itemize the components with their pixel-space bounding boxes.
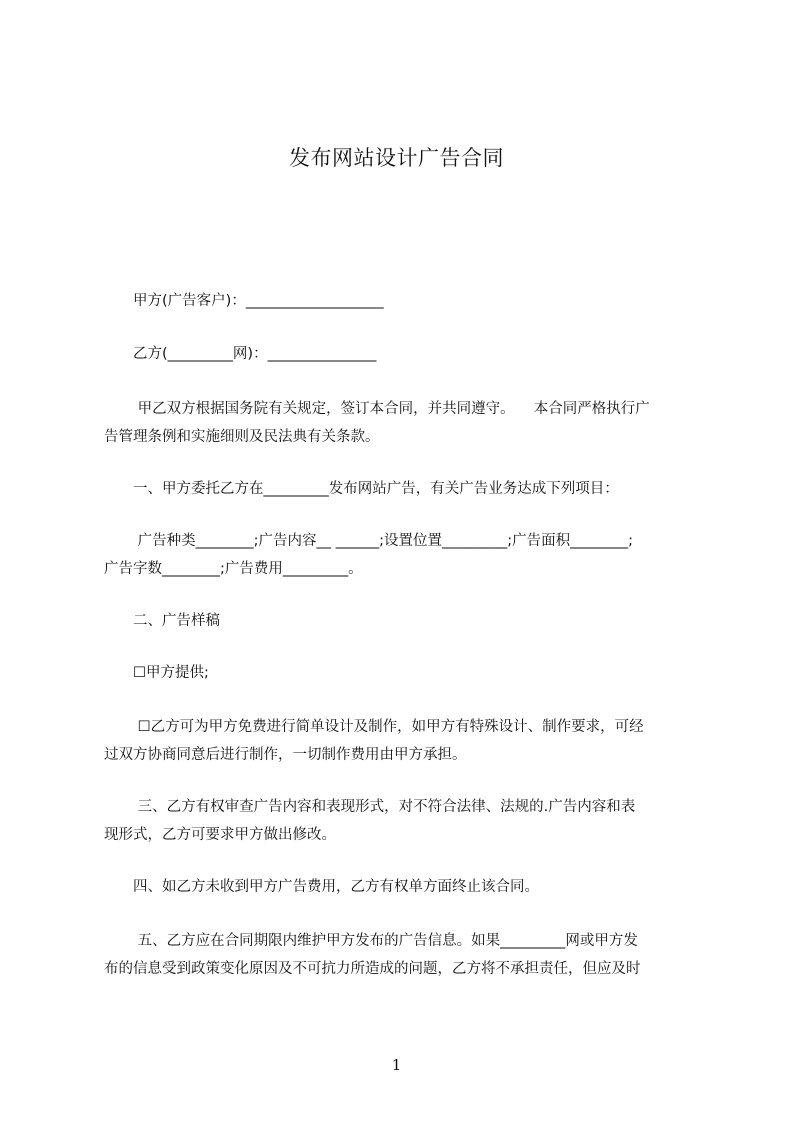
ad-items-line-1: 广告种类________;广告内容__ ______;设置位置_________;广告面积________; <box>104 533 634 549</box>
clause-2-heading: 二、广告样稿 <box>104 613 220 629</box>
ad-items-line-2: 广告字数________;广告费用_________。 <box>104 561 363 577</box>
clause-3-line-2: 现形式，乙方可要求甲方做出修改。 <box>104 827 336 843</box>
option-party-b-line-1: ☐乙方可为甲方免费进行简单设计及制作，如甲方有特殊设计、制作要求，可经 <box>104 719 644 735</box>
clause-5-line-1: 五、乙方应在合同期限内维护甲方发布的广告信息。如果_________网或甲方发 <box>104 933 638 949</box>
option-party-a-provides: ☐甲方提供; <box>104 665 209 681</box>
party-a-line: 甲方(广告客户)：___________________ <box>104 293 384 309</box>
clause-5-line-2: 布的信息受到政策变化原因及不可抗力所造成的问题，乙方将不承担责任，但应及时 <box>104 961 641 977</box>
party-b-line: 乙方(_________网)：_______________ <box>104 346 377 362</box>
document-title: 发布网站设计广告合同 <box>289 146 504 170</box>
clause-4-line: 四、如乙方未收到甲方广告费用，乙方有权单方面终止该合同。 <box>104 879 539 895</box>
clause-1-line: 一、甲方委托乙方在_________发布网站广告，有关广告业务达成下列项目： <box>104 481 619 497</box>
clause-3-line-1: 三、乙方有权审查广告内容和表现形式，对不符合法律、法规的.广告内容和表 <box>104 799 636 815</box>
preamble-line-2: 告管理条例和实施细则及民法典有关条款。 <box>104 429 380 445</box>
option-party-b-line-2: 过双方协商同意后进行制作，一切制作费用由甲方承担。 <box>104 747 467 763</box>
page-number: 1 <box>391 1056 402 1074</box>
preamble-line-1: 甲乙双方根据国务院有关规定，签订本合同，并共同遵守。 本合同严格执行广 <box>104 401 650 417</box>
